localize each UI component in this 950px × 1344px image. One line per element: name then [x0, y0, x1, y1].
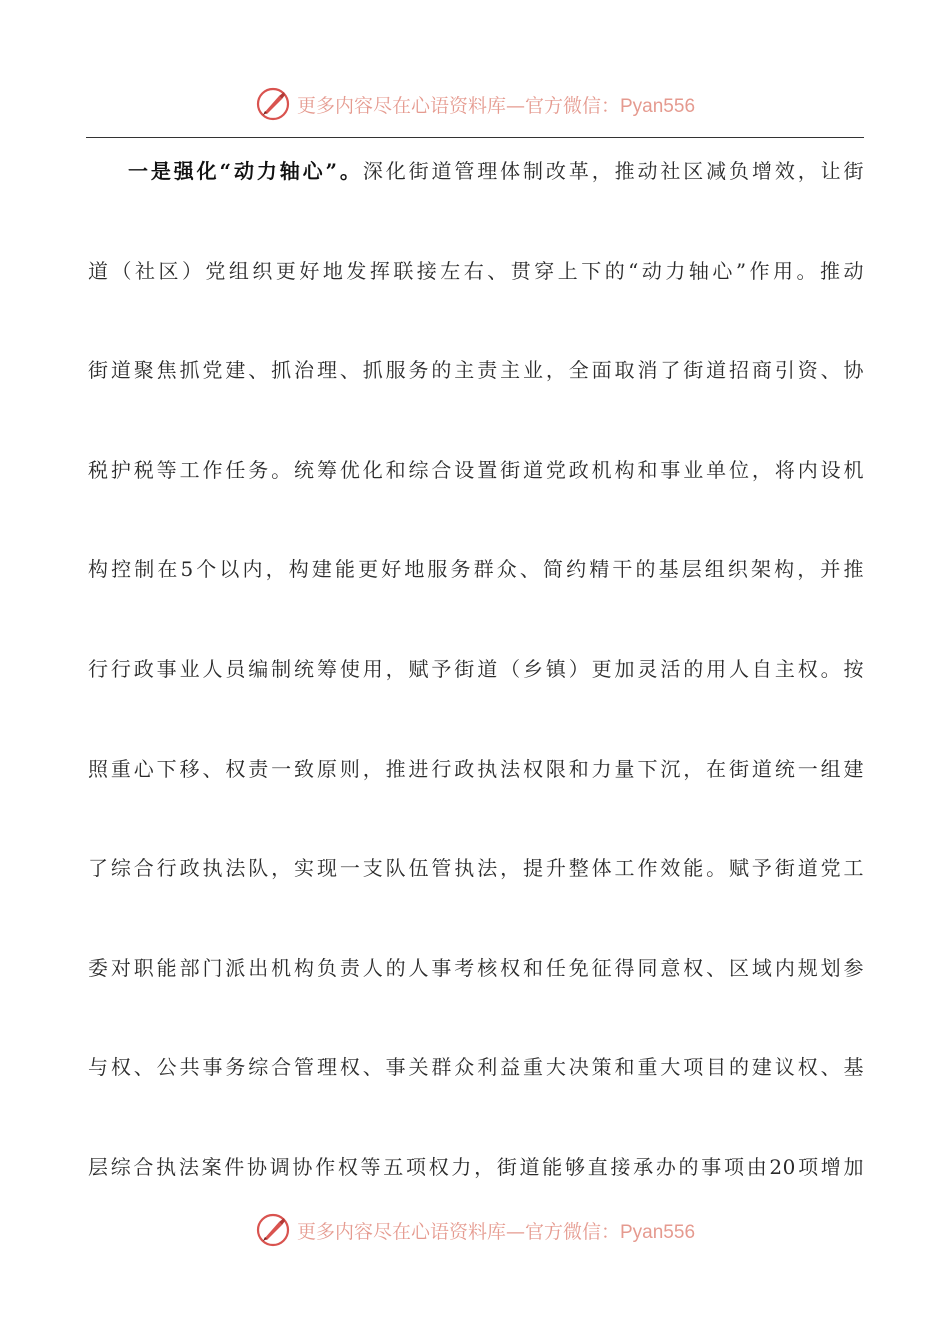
wechat-id: Pyan556	[620, 95, 696, 117]
paragraph-line: 层综合执法案件协调协作权等五项权力，街道能够直接承办的事项由20项增加	[88, 1154, 864, 1179]
paragraph-line: 照重心下移、权责一致原则，推进行政执法权限和力量下沉，在街道统一组建	[88, 756, 864, 781]
wechat-id: Pyan556	[620, 1221, 696, 1243]
lead-heading: 一是强化“动力轴心”。	[128, 159, 363, 183]
paragraph-line: 道（社区）党组织更好地发挥联接左右、贯穿上下的“动力轴心”作用。推动	[88, 258, 864, 283]
footer-banner	[0, 1210, 950, 1250]
quill-pen-logo-icon	[255, 1212, 291, 1248]
paragraph-line: 行行政事业人员编制统筹使用，赋予街道（乡镇）更加灵活的用人自主权。按	[88, 656, 864, 681]
paragraph-line: 税护税等工作任务。统筹优化和综合设置街道党政机构和事业单位，将内设机	[88, 457, 864, 482]
banner-text: 更多内容尽在心语资料库—官方微信：Pyan556	[296, 1220, 696, 1243]
document-body	[88, 150, 864, 1246]
paragraph-line: 街道聚焦抓党建、抓治理、抓服务的主责主业，全面取消了街道招商引资、协	[88, 358, 864, 383]
header-banner	[0, 84, 950, 124]
quill-pen-logo-icon	[255, 86, 291, 122]
header-divider	[86, 137, 864, 138]
line-text: 深化街道管理体制改革，推动社区减负增效，让街	[362, 159, 865, 183]
paragraph-line: 委对职能部门派出机构负责人的人事考核权和任免征得同意权、区域内规划参	[88, 955, 864, 980]
paragraph-line	[88, 150, 864, 250]
paragraph-line: 了综合行政执法队，实现一支队伍管执法，提升整体工作效能。赋予街道党工	[88, 856, 864, 881]
paragraph-line: 与权、公共事务综合管理权、事关群众利益重大决策和重大项目的建议权、基	[88, 1055, 864, 1080]
banner-text: 更多内容尽在心语资料库—官方微信：Pyan556	[296, 94, 696, 117]
paragraph-line: 构控制在5个以内，构建能更好地服务群众、简约精干的基层组织架构，并推	[88, 557, 864, 582]
